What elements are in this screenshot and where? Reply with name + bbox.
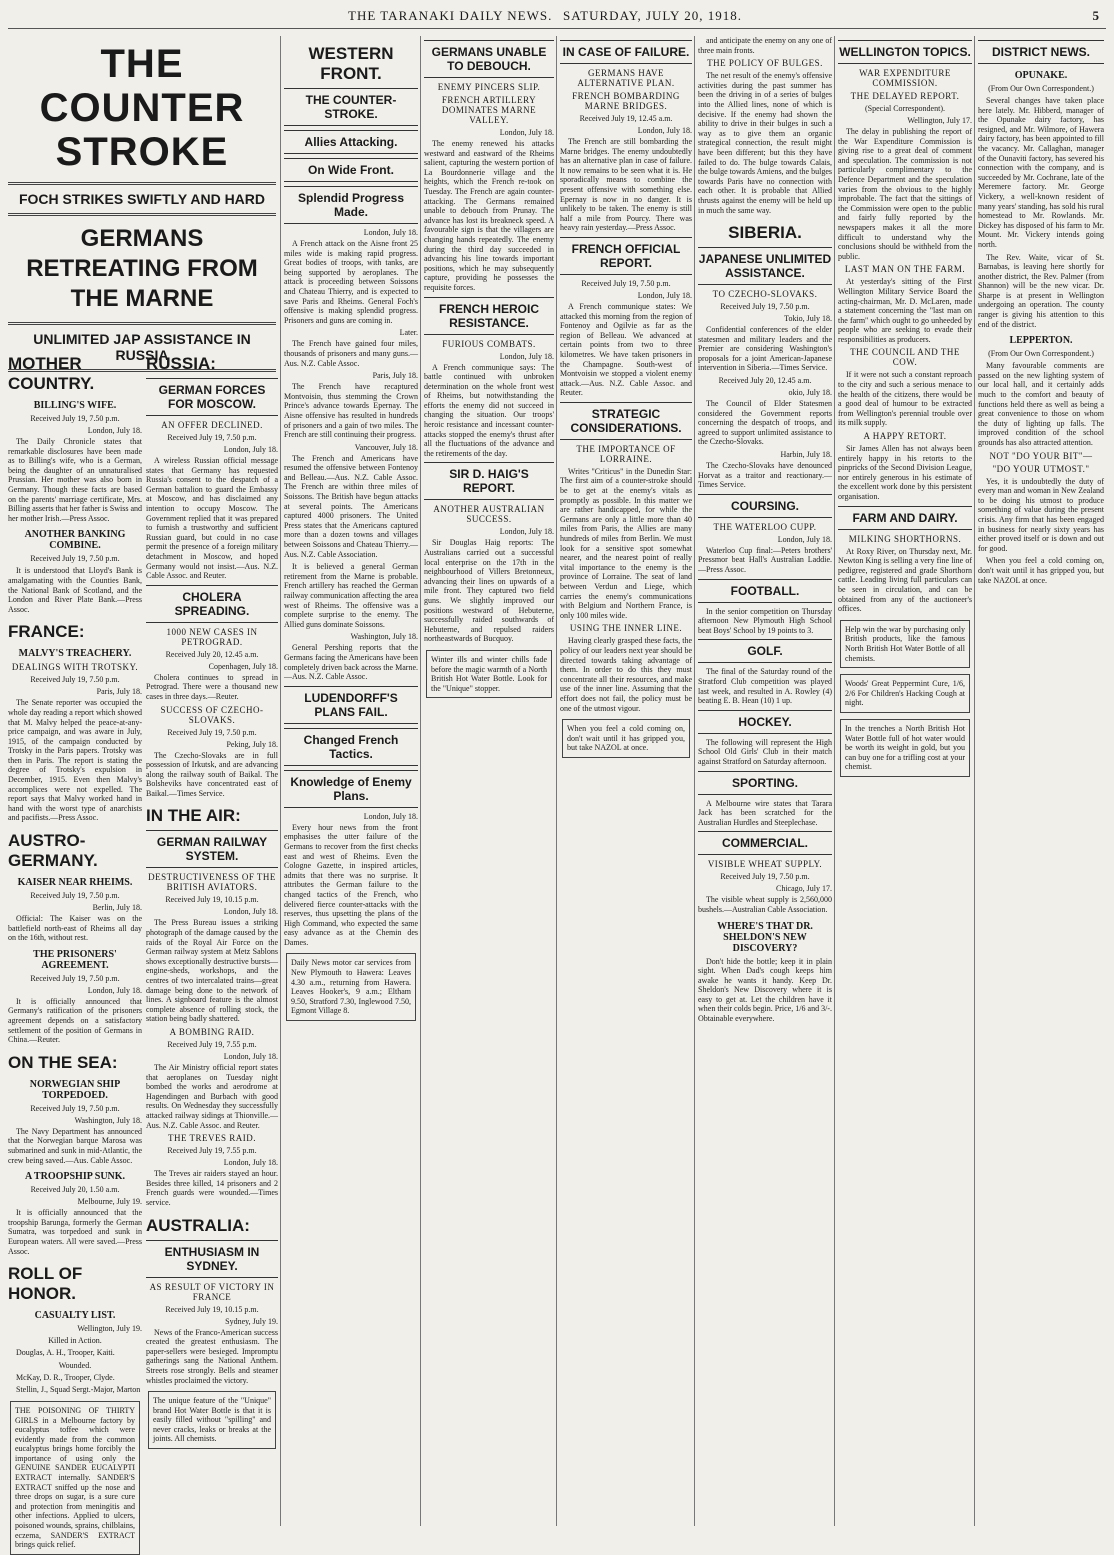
article-text: The Czecho-Slovaks are in full possession of Irkutsk, and are advancing along the railway south of Baikal. The Bolsheviks have concentrated east of Baikal.—Times Service. [146,750,278,798]
article-heading: Splendid Progress Made. [284,186,418,224]
article-text: The Council of Elder Statesmen considered the Government reports concerning the despatch of troops, and agreed to support unlimited assistance to the Czecho-Slovaks. [698,399,832,447]
section-farm-and-dairy: FARM AND DAIRY. [838,506,972,530]
article-text: The Air Ministry official report states that aeroplanes on Tuesday night bombed the works and aerodrome at Hagendingen and Burbach with good results. On Wednesday they successfully attacked railway sidings at Thionville.—Aus. N.Z. Cable Assoc. and Reuter. [146,1063,278,1130]
dateline: London, July 18. [499,527,554,537]
advertisement: THE POISONING OF THIRTY GIRLS in a Melbourne factory by eucalyptus toffee which were evidently made from the common eucalyptus brings home forcibly the importance of using only the GENUINE SANDER EUCALYPTI EXTRACT internally. SANDER'S EXTRACT sniffed up the nose and three drops on sugar, is a sure cure and protection from meningitis and other infections. Applied to ulcers, poisoned wounds, sprains, chilblains, eczema, SANDER'S EXTRACT brings quick relief. [10,1401,140,1555]
received-time: Received July 20, 12.45 a.m. [165,649,259,659]
byline: (From Our Own Correspondent.) [988,349,1094,359]
byline: (Special Correspondent). [865,104,945,113]
article-text: If it were not such a constant reproach to the city and such a serious menace to the health of the citizens, there would be a good deal of humour to be extracted from Wellington's perennial trouble over its milk supply. [838,370,972,428]
article-heading: A TROOPSHIP SUNK. [24,1171,126,1183]
article-text: The visible wheat supply is 2,560,000 bushels.—Australian Cable Association. [698,895,832,914]
article-text: The Press Bureau issues a striking photograph of the damage caused by the raids of the Royal Air Force on the German railway system at Metz Sablons shows exceptionally destructive bursts—engine-sheds, workshops, and the centres of two intercalated trains—great damage being done to the network of lines. A signboard feature is the almost complete absence of rolling stock, the station being badly shattered. [146,918,278,1024]
article-heading: THE COUNTER-STROKE. [284,88,418,126]
article-subheading: FRENCH ARTILLERY DOMINATES MARNE VALLEY. [441,95,537,125]
article-subheading: USING THE INNER LINE. [569,623,683,634]
dateline: London, July 18. [499,128,554,137]
section-commercial: COMMERCIAL. [698,831,832,855]
article-subheading: THE COUNCIL AND THE COW. [850,347,960,368]
article-text: The following will represent the High School Old Girls' Club in their match against Stratford on Saturday afternoon. [698,737,832,766]
dateline: okio, July 18. [788,388,832,398]
article-text: A French communique states: We attacked this morning from the region of Fontenoy and Ogilvie as far as the region of Belleau. We advanced at certain points from two to three kilometres. We have taken prisoners in the Champagne. South-west of Montvoisin we stopped a violent enemy attack.—Aus. N.Z. Cable Assoc. and Reuter. [560,301,692,398]
advertisement-heading: "DO YOUR UTMOST." [992,463,1090,474]
article-text: Many favourable comments are passed on the new lighting system of our local hall, and it certainly adds much to the comfort and beauty of functions held there as well as being a great convenience to those on whom the duty of lighting up falls. The improved condition of the school grounds has also attracted attention. [978,361,1104,447]
article-subheading: SUCCESS OF CZECHO-SLOVAKS. [160,704,264,725]
article-subheading: LAST MAN ON THE FARM. [844,264,966,275]
received-time: Received July 19, 7.50 p.m. [581,278,671,288]
article-subheading: AN OFFER DECLINED. [161,420,263,430]
advertisement: The unique feature of the "Unique" brand Hot Water Bottle is that it is easily filled without "spilling" and never cracks, leaks or breaks at the joints. All chemists. [148,1391,276,1449]
column-rule [834,36,835,1526]
article-subheading: THE WATERLOO CUPP. [713,521,817,532]
dateline: Berlin, July 18. [92,903,142,913]
article-text: Confidential conferences of the elder statesmen and military leaders and the Premier are considering Washington's proposals for a joint American-Japanese intervention in Siberia.—Times Service. [698,325,832,373]
dateline: London, July 18. [777,534,832,544]
article-text: The final of the Saturday round of the Stratford Club competition was played last week, and resulted in A. Rowley (4) beating E. B. Hean (10) 1 up. [698,667,832,706]
newspaper-page [8,6,1106,1550]
dateline: Chicago, July 17. [776,884,832,894]
article-text: Sir James Allen has not always been entirely happy in his retorts to the pinpricks of the Second Division League, nor entirely generous in his estimate of the excellent work done by this persistent organisation. [838,444,972,501]
advertisement: Winter ills and winter chills fade before the magic warmth of a North British Hot Water Bottle. Look for the "Unique" stopper. [426,650,552,698]
article-text: The Navy Department has announced that the Norwegian barque Marosa was submarined and sunk in mid-Atlantic, the crew being saved.—Aus. Cable Assoc. [8,1126,142,1165]
divider [8,213,276,216]
column-2 [146,346,278,1526]
section-sporting: SPORTING. [698,771,832,795]
dateline: Sydney, July 19. [225,1316,278,1326]
article-text: General Pershing reports that the Germans facing the Americans have been completely driven back across the Marne.—Aus. N.Z. Cable Assoc. [284,643,418,682]
article-heading: LUDENDORFF'S PLANS FAIL. [284,686,418,724]
dateline: Harbin, July 18. [780,450,832,460]
article-heading: Knowledge of Enemy Plans. [284,770,418,808]
column-rule [280,36,281,1526]
article-heading: OPUNAKE. [1014,70,1068,81]
advertisement: When you feel a cold coming on, don't wait until it has gripped you, but take NAZOL at once. [562,719,690,758]
column-4 [424,36,554,1526]
article-heading: ANOTHER BANKING COMBINE. [24,529,126,552]
advertisement: Woods' Great Peppermint Cure, 1/6, 2/6 For Children's Hacking Cough at night. [840,674,970,713]
dateline: Paris, July 18. [96,687,142,697]
dateline: London, July 18. [87,985,142,995]
article-heading: MALVY'S TREACHERY. [18,648,132,660]
casualty-entry: Stellin, J., Squad Sergt.-Major, Marton [16,1385,141,1395]
headline-counter-stroke: THE COUNTER STROKE [39,42,245,174]
column-8 [978,36,1104,1526]
casualty-category: Killed in Action. [48,1336,102,1346]
article-subheading: GERMANS HAVE ALTERNATIVE PLAN. [577,68,675,88]
section-football: FOOTBALL. [698,579,832,603]
article-subheading: VISIBLE WHEAT SUPPLY. [707,859,823,870]
article-text: It is understood that Lloyd's Bank is amalgamating with the Counties Bank, the National Bank of Scotland, and the London and River Plate Bank.—Press Assoc. [8,566,142,614]
section-australia: AUSTRALIA: [146,1215,250,1235]
advertisement-heading: NOT "DO YOUR BIT"— [989,450,1093,461]
article-heading: STRATEGIC CONSIDERATIONS. [560,402,692,440]
advertisement: When you feel a cold coming on, don't wait until it has gripped you, but take NAZOL at once. [978,556,1104,585]
article-text: The delay in publishing the report of the War Expenditure Commission is giving rise to a great deal of comment and speculation. The commission is not particularly complimentary to the Defence Department and the speculation varies from the obvious to the highly improbable. The fact that the sittings of the Commission were open to the public and fairly fully reported by the newspapers makes it all the more difficult to understand why the conclusions should be withheld from the public. [838,127,972,261]
advertisement: Daily News motor car services from New Plymouth to Hawera: Leaves 4.30 a.m., returning from Hawera. Leaves Hooker's, 9 a.m.; Eltham 9.50, Stratford 7.30, Inglewood 7.50, Egmont Village 8. [286,953,416,1021]
section-roll-of-honor: ROLL OF HONOR. [8,1264,83,1304]
section-mother-country: MOTHER COUNTRY. [8,354,95,393]
article-heading: BILLING'S WIFE. [33,400,117,411]
section-western-front: WESTERN FRONT. [308,44,394,83]
article-text: Having clearly grasped these facts, the policy of our leaders next year should be directed towards taking advantage of them. In order to do this they must concentrate all their resources, and make use of the inner line. Assuming that the effort does not fail, the policy must be one of the utmost vigour. [560,636,692,713]
article-text: Sir Douglas Haig reports: The Australians carried out a successful local enterprise on the 17th in the neighbourhood of Villers Bretonneux, advancing their lines on upwards of a mile front. They captured two field guns. We slightly improved our positions westward of Hebuterne, successfully raided southwards of Hebuterne, and repulsed raiders northeastwards of Bucquoy. [424,538,554,644]
article-text: News of the Franco-American success created the greatest enthusiasm. The paper-sellers were besieged. Impromptu gatherings sang the National Anthem. Streets rose strongly. Bells and steamer whistles proclaimed the victory. [146,1327,278,1385]
article-heading: CASUALTY LIST. [34,1310,116,1322]
dateline: London, July 18. [223,907,278,917]
section-austro-germany: AUSTRO-GERMANY. [8,831,98,871]
column-rule [974,36,975,1526]
article-text: Every hour news from the front emphasises the utter failure of the Germans to recover from the first checks east and west of Rheims. Even the Cologne Gazette, in inspired articles, admits that there was no surprise. It attributes the German failure to the changed tactics of the French, who delivered fierce counter-attacks with the reserves, thus upsetting the plans of the High Command, who expected the same easy advance as at the Chemin des Dames. [284,822,418,947]
article-text: In the senior competition on Thursday afternoon New Plymouth High School beat Boys' School by 19 points to 3. [698,606,832,635]
section-on-the-sea: ON THE SEA: [8,1052,118,1072]
divider [8,182,276,185]
dateline: Paris, July 18. [372,371,418,381]
article-heading: FRENCH OFFICIAL REPORT. [560,237,692,275]
article-text: and anticipate the enemy on any one of three main fronts. [698,36,832,55]
received-time: Received July 19, 7.50 p.m. [30,973,120,983]
dateline: London, July 18. [223,445,278,454]
headline-germans-retreating: GERMANS RETREATING FROM THE MARNE [26,225,258,312]
article-subheading: DEALINGS WITH TROTSKY. [11,662,139,673]
article-heading: GERMAN FORCES FOR MOSCOW. [146,378,278,416]
section-district-news: DISTRICT NEWS. [978,40,1104,64]
dateline: Wellington, July 17. [907,116,972,125]
article-heading: GERMAN RAILWAY SYSTEM. [146,830,278,868]
section-in-the-air: IN THE AIR: [146,806,241,826]
dateline: Melbourne, July 19. [77,1197,142,1207]
advertisement: Help win the war by purchasing only British products, like the famous North British Hot Water Bottle of all chemists. [840,620,970,668]
dateline: London, July 18. [363,811,418,821]
article-text: A wireless Russian official message states that Germany has requested Russia's consent to the despatch of a German battalion to guard the Embassy at Moscow, and has disclaimed any intention to occupy Moscow. The Government replied that it was prepared to furnish a trustworthy and sufficient Russian guard, but could in no case permit the presence of a foreign military detachment in Moscow, and hoped Germany would not insist.—Aus. N.Z. Cable Assoc. and Reuter. [146,456,278,581]
article-heading: On Wide Front. [284,158,418,182]
received-time: Received July 19, 12.45 a.m. [579,114,673,123]
received-time: Received July 19, 10.15 p.m. [165,1304,259,1314]
dateline: Copenhagen, July 18. [208,661,278,671]
article-heading: FRENCH HEROIC RESISTANCE. [424,297,554,335]
dateline: London, July 18. [637,126,692,135]
article-heading: CHOLERA SPREADING. [146,585,278,623]
article-subheading: THE DELAYED REPORT. [850,91,960,101]
article-text: Writes "Criticus" in the Dunedin Star: The first aim of a counter-stroke should be to get at the enemy's vitals as promptly as possible. In this matter we are rather handicapped, for while the Germans are only a little more than 40 miles from Paris, the Allies are many hundreds of miles from Berlin. We must look for a sensitive spot somewhat nearer, and the nearest point of really vital importance to the enemy is the province of Lorraine. The seat of land between Verdun and Liege, which carries the enemy's communications with Belgium and Northern France, is only 100 miles wide. [560,466,692,620]
section-coursing: COURSING. [698,494,832,518]
article-heading: KAISER NEAR RHEIMS. [17,877,133,889]
received-time: Received July 19, 7.50 p.m. [720,302,810,312]
article-text: At Roxy River, on Thursday next, Mr. Newton King is selling a very fine line of pedigree, registered and grade Shorthorn cattle. Leading living full particulars can be seen in circulation, and can be obtained from any of the auctioneer's offices. [838,546,972,614]
article-text: It is officially announced that the troopship Barunga, formerly the German Sumatra, was torpedoed and sunk in European waters. All were saved.—Press Assoc. [8,1208,142,1256]
masthead [8,6,1106,29]
article-text: Several changes have taken place here lately. Mr. Hibberd, manager of the Opunake dairy factory, has resigned, and Mr. Wilmore, of Hawera dairy factory, has been appointed to fill the vacancy. Mr. Callaghan, manager of the Ounaviti factory, has severed his connection with the company, and is succeeded by Mr. Cochrane, late of the Meremere factory. Mr. George Vickery, a well-known resident of many years' standing, has sold his rural homestead to Mr. Rowlands. Mr. Dickey has disposed of his farm to Mr. Mount. Mr. Vickery intends going north. [978,96,1104,249]
article-text: The Treves air raiders stayed an hour. Besides three killed, 14 prisoners and 2 French guards were wounded.—Times service. [146,1169,278,1207]
dateline: Washington, July 18. [74,1115,142,1125]
advertisement: Yes, it is undoubtedly the duty of every man and woman in New Zealand to be doing his utmost to produce something of value during the present crisis. Any firm that has been engaged in business for nearly sixty years has either proved itself or is down and out for good. [978,476,1104,553]
article-subheading: DESTRUCTIVENESS OF THE BRITISH AVIATORS. [148,872,276,893]
received-time: Received July 19, 7.50 p.m. [30,554,120,564]
masthead-title: THE TARANAKI DAILY NEWS. [348,8,553,23]
dateline: Washington, July 18. [350,632,418,642]
article-text: The Rev. Waite, vicar of St. Barnabas, is leaving here shortly for another district, the Rev. Palmer (from Shannon) will be the new vicar. Dr. Sharpe is at present in Wellington undergoing an operation. The county ranger is giving his attention to this end of the district. [978,252,1104,329]
article-text: The Daily Chronicle states that remarkable disclosures have been made as to Billing's wife, who is a German, being the daughter of an unnaturalised Prussian. Her mother was also born in Germany. Though these facts are based on the parents' marriage certificate, Mrs. Billing asserts that her father is Swiss and her mother Irish.—Press Assoc. [8,437,142,523]
article-heading: Allies Attacking. [284,130,418,154]
article-heading: SIR D. HAIG'S REPORT. [424,462,554,500]
article-heading: ENTHUSIASM IN SYDNEY. [146,1240,278,1278]
article-subheading: THE TREVES RAID. [167,1133,257,1144]
column-7 [838,36,972,1526]
dateline: Vancouver, July 18. [354,442,418,452]
dateline: Peking, July 18. [226,739,278,749]
article-subheading: A BOMBING RAID. [169,1027,255,1037]
byline: (From Our Own Correspondent.) [988,84,1094,93]
article-subheading: 1000 NEW CASES IN PETROGRAD. [166,626,258,647]
column-6 [698,36,832,1526]
article-text: A Melbourne wire states that Tarara Jack has been scratched for the Australian Hurdles and Steeplechase. [698,798,832,827]
article-subheading: THE IMPORTANCE OF LORRAINE. [576,443,676,464]
article-text: The French have gained four miles, thousands of prisoners and many guns.—Aus. N.Z. Cable Assoc. [284,339,418,368]
section-golf: GOLF. [698,639,832,663]
column-3 [284,36,418,1526]
section-hockey: HOCKEY. [698,710,832,734]
received-time: Received July 19, 7.50 p.m. [30,414,120,423]
dateline: London, July 18. [363,228,418,237]
article-text: The French have recaptured Montvoisin, thus stemming the Crown Prince's advance towards Epernay. The Aisne offensive has resulted in hundreds of prisoners and a gain of two miles. The French are still continuing their progress. [284,382,418,440]
section-france: FRANCE: [8,622,85,642]
divider [8,322,276,325]
article-text: The Czecho-Slovaks have denounced Horvat as a traitor and reactionary.—Times Service. [698,461,832,490]
page-number: 5 [1092,8,1100,23]
article-text: Waterloo Cup final:—Peters brothers' Pressmor beat Hall's Australian Laddie.—Press Assoc. [698,545,832,574]
received-time: Received July 19, 7.50 p.m. [720,872,810,882]
article-text: The French are still bombarding the Marne bridges. The enemy undoubtedly has an alternative plan in case of failure. It now remains to be seen what it is. He sporadically means to combine the present offensive with something else. Epernay is now in no danger. It is unlikely to be taken. The enemy is still half a mile from Pourcy. There was heavy rain yesterday.—Press Assoc. [560,137,692,233]
article-text: The enemy renewed his attacks westward and eastward of the Rheims salient, capturing the western portion of La Bourdonnerie village and the heights, which the French re-took on Tuesday. The French are again counter-attacking. The Germans remained unable to debouch from Prunay. The advance has lost its breakneck speed. A favourable sign is that the villagers are changing hands repeatedly. The enemy during the third day succeeded in advancing his line towards important positions, which he may subsequently capture, providing he possesses the requisite forces. [424,139,554,292]
dateline: London, July 18. [637,290,692,300]
article-subheading: A HAPPY RETORT. [863,431,947,442]
article-text: It is officially announced that Germany's ratification of the prisoners agreement depends on a satisfactory settlement of the position of Germans in China.—Reuter. [8,996,142,1045]
dateline: London, July 18. [223,1052,278,1061]
article-heading: GERMANS UNABLE TO DEBOUCH. [424,40,554,78]
article-text: At yesterday's sitting of the First Wellington Military Service Board the acting-chairman, Mr. D. McLaren, made a statement concerning the "last man on the farm" which ought to go unheeded by people who are seeking to evade their responsibilities as producers. [838,277,972,344]
received-time: Received July 20, 1.50 a.m. [30,1185,120,1195]
received-time: Received July 20, 12.45 a.m. [718,376,812,386]
article-text: Cholera continues to spread in Petrograd. There were a thousand new cases in three days.—Reuter. [146,672,278,701]
dateline: Later. [399,328,418,338]
column-rule [556,36,557,1526]
article-subheading: WAR EXPENDITURE COMMISSION. [859,68,951,88]
column-rule [420,36,421,1526]
article-heading: Changed French Tactics. [284,728,418,766]
article-subheading: THE POLICY OF BULGES. [707,58,823,69]
received-time: Received July 19, 7.55 p.m. [167,1146,257,1156]
casualty-category: Wounded. [58,1360,92,1370]
dateline: London, July 18. [87,426,142,435]
article-subheading: ANOTHER AUSTRALIAN SUCCESS. [433,504,545,525]
article-text: A French attack on the Aisne front 25 miles wide is making rapid progress. Great bodies of troops, with tanks, are being supported by aeroplanes. The attack is proceeding between Soissons and Chateau Thierry, and is expected to save Paris and Rheims. General Foch's offensive is making splendid progress. Prisoners and guns are coming in. [284,239,418,325]
article-heading: LEPPERTON. [1009,335,1073,347]
headline-foch: FOCH STRIKES SWIFTLY AND HARD [18,191,266,207]
advertisement-heading: WHERE'S THAT DR. SHELDON'S NEW DISCOVERY? [717,920,813,954]
received-time: Received July 19, 7.50 p.m. [167,727,257,737]
article-subheading: FRENCH BOMBARDING MARNE BRIDGES. [572,91,680,111]
article-text: A French communique says: The battle continued with unbroken determination on the whole front west of Rheims, but notwithstanding the efforts the enemy did not succeed in changing the situation. Our troops' heroic resistance and incessant counter-attacks stopped the enemy's thrust after all the fluctuations of the advance and the retirements of the day. [424,362,554,458]
casualty-entry: Douglas, A. H., Trooper, Kaiti. [16,1348,115,1358]
article-text: Official: The Kaiser was on the battlefield north-east of Rheims all day on the 16th, without rest. [8,914,142,943]
casualty-entry: McKay, D. R., Trooper, Clyde. [16,1372,115,1382]
article-heading: THE PRISONERS' AGREEMENT. [33,948,117,971]
dateline: Tokio, July 18. [784,314,832,324]
lead-headlines [8,36,276,363]
received-time: Received July 19, 7.55 p.m. [167,1040,257,1049]
article-text: The net result of the enemy's offensive activities during the past summer has been the driving in of a series of bulges into the Allied lines, none of which is decisive. If the enemy had shown the ability to drive in their bulges in such a way as to give them an organic strategical connection, the result might have been different; but this they have failed to do. The bulge towards Calais, the bulge towards Amiens, and the bulges towards Paris have no connection with each other. It is probable that Allied thrusts against the enemy will be held up in much the same way. [698,71,832,215]
article-subheading: FURIOUS COMBATS. [442,338,536,349]
dateline: Wellington, July 19. [77,1324,142,1334]
article-heading: IN CASE OF FAILURE. [560,40,692,64]
article-heading: NORWEGIAN SHIP TORPEDOED. [29,1078,121,1101]
article-text: The French and Americans have resumed the offensive between Fontenoy and Belleau.—Aus. N.Z. Cable Assoc. The French are within three miles of Soissons. The British have begun attacks at several points. The Americans captured 4000 prisoners. The United Press states that the Americans captured more than a dozen towns and villages between Soissons and Chateau Thierry.—Aus. N.Z. Cable Association. [284,453,418,559]
section-siberia: SIBERIA. [728,223,802,243]
article-text: It is believed a general German retirement from the Marne is probable. French artillery has reached the German railway communication affecting the area west of Rheims. The offensive was a complete surprise to the enemy. The Allied guns dominate Soissons. [284,562,418,629]
column-5 [560,36,692,1526]
article-subheading: ENEMY PINCERS SLIP. [437,82,541,92]
article-subheading: TO CZECHO-SLOVAKS. [712,289,818,300]
section-russia: RUSSIA: [146,354,216,373]
column-1 [8,346,142,1550]
received-time: Received July 19, 7.50 p.m. [30,891,120,901]
received-time: Received July 19, 7.50 p.m. [30,675,120,685]
received-time: Received July 19, 7.50 p.m. [167,433,257,442]
advertisement: Don't hide the bottle; keep it in plain sight. When Dad's cough keeps him awake he wants it handy. Keep Dr. Sheldon's New Discovery where it is easy to get at. Let the children have it when their colds begin. Price, 1/6 and 3/-. Obtainable everywhere. [698,956,832,1024]
article-heading: JAPANESE UNLIMITED ASSISTANCE. [698,247,832,285]
received-time: Received July 19, 7.50 p.m. [30,1103,120,1113]
article-subheading: MILKING SHORTHORNS. [848,533,962,544]
dateline: London, July 18. [223,1158,278,1168]
received-time: Received July 19, 10.15 p.m. [165,895,259,905]
article-text: The Senate reporter was occupied the whole day reading a report which showed that M. Malvy helped the peace-at-any-price campaign, and was aware in July, 1915, of the campaign conducted by Trotsky in the Paris papers. Trotsky was then in Paris. The report is stating the degree of Trotsky's expulsion in December, 1915. Even then Malvy's accomplices were not expelled. The report says that Malvy worked hand in hand with the worst type of anarchists and pacifists.—Press Assoc. [8,698,142,823]
masthead-date: SATURDAY, JULY 20, 1918. [563,8,742,23]
headline-jap-assistance: UNLIMITED JAP ASSISTANCE IN RUSSIA [33,331,251,363]
dateline: London, July 18. [499,351,554,361]
section-wellington-topics: WELLINGTON TOPICS. [838,40,972,64]
article-subheading: AS RESULT OF VICTORY IN FRANCE [149,1281,275,1302]
column-rule [694,36,695,1526]
advertisement: In the trenches a North British Hot Water Bottle full of hot water would be worth its weight in gold, but you can buy one for a trifling cost at your chemist. [840,719,970,777]
